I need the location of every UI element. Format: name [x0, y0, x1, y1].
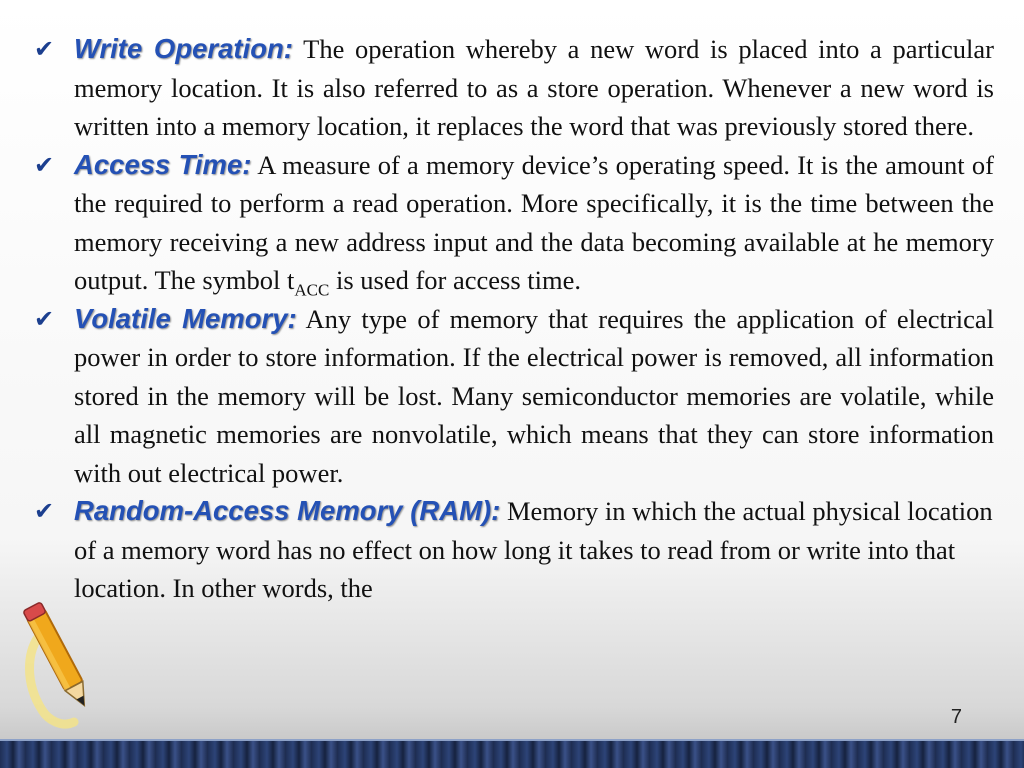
- check-mark-icon: ✔: [34, 304, 55, 333]
- definition-text: The operation whereby a new word is placed into a particular memory location. It is also referred to as a store operation. Whenever a new word is written into a memory location, it replaces the word that was previously stored there.: [74, 34, 994, 141]
- bullet-item-write-operation: [30, 30, 994, 146]
- definition-text: Any type of memory that requires the application of electrical power in order to store information. If the electrical power is removed, all information stored in the memory will be lost. Many semiconductor memories are volatile, while all magnetic memories are nonvolatile, which means that they can store information with out electrical power.: [74, 303, 994, 488]
- page-number: 7: [950, 706, 962, 728]
- term-label: Write Operation:: [74, 33, 293, 64]
- content-area: [30, 30, 994, 608]
- term-label: Random-Access Memory (RAM):: [74, 495, 501, 526]
- subscript-text: ACC: [294, 280, 330, 300]
- definition-text: Memory in which the actual physical location of a memory word has no effect on how long it takes to read from or write into that location. In other words, the: [74, 496, 993, 603]
- term-label: Volatile Memory:: [74, 302, 297, 334]
- check-mark-icon: ✔: [34, 150, 55, 179]
- term-label: Access Time:: [74, 148, 252, 180]
- definition-text-continued: is used for access time.: [329, 265, 582, 295]
- bullet-item-volatile-memory: [30, 300, 994, 493]
- check-mark-icon: ✔: [34, 35, 55, 63]
- check-mark-icon: ✔: [34, 497, 55, 525]
- bullet-item-access-time: [30, 146, 994, 300]
- footer-bar: [0, 739, 1024, 768]
- bullet-item-ram: [30, 492, 994, 608]
- definition-text: A measure of a memory device’s operating speed. It is the amount of the required to perform a read operation. More specifically, it is the time between the memory receiving a new address input and the data becoming available at he memory output. The symbol t: [74, 149, 994, 295]
- pencil-icon: [14, 590, 104, 740]
